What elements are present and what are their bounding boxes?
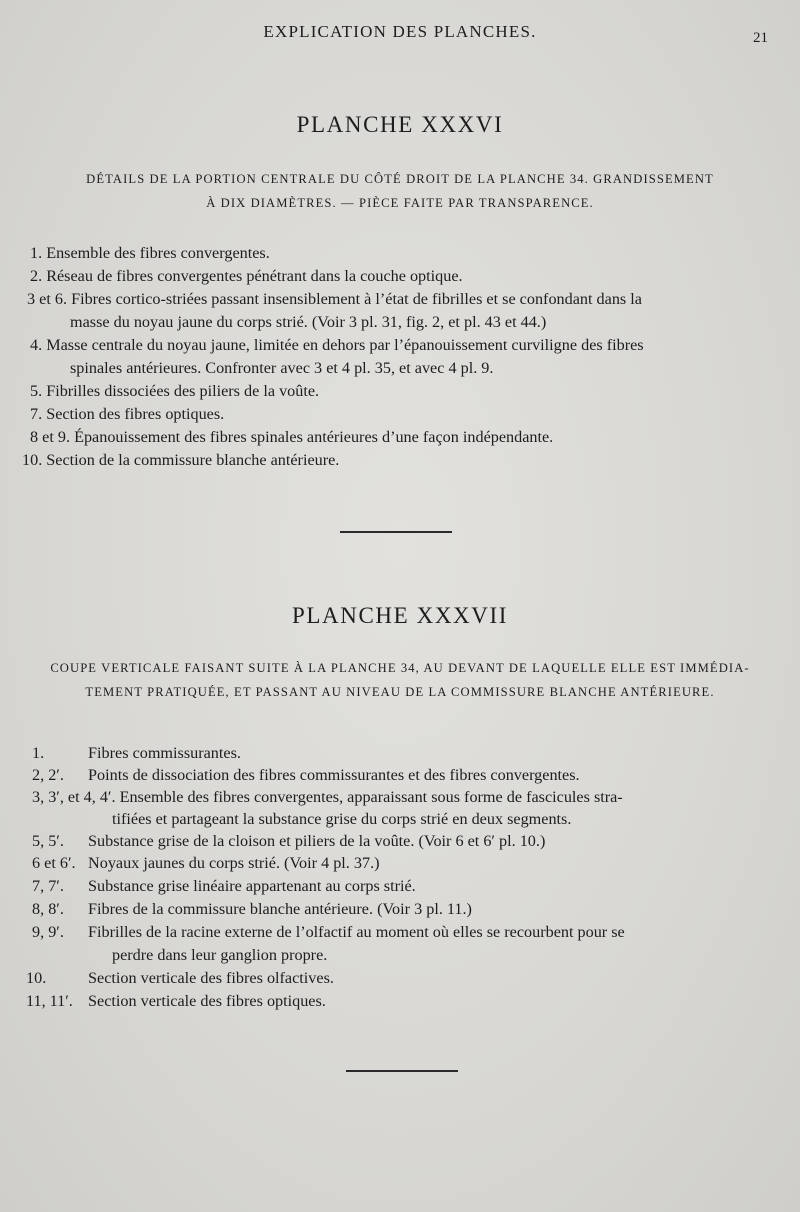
entry-text: Fibres cortico-striées passant insensiblement à l’état de fibrilles et se confondant dans la [71, 290, 642, 308]
entry-number: 2. [30, 267, 43, 285]
page-number: 21 [753, 30, 768, 46]
legend-entry [22, 449, 339, 472]
entry-text: Section verticale des fibres optiques. [88, 992, 326, 1010]
entry-number: 10. [22, 451, 43, 469]
plate-xxxvi-subtitle-line1: DÉTAILS DE LA PORTION CENTRALE DU CÔTÉ DROIT DE LA PLANCHE 34. GRANDISSEMENT [86, 172, 714, 186]
entry-number: 11, 11′. [26, 992, 73, 1010]
entry-text: Fibres commissurantes. [88, 744, 241, 762]
legend-entry [26, 967, 334, 990]
plate-xxxvii-title: PLANCHE XXXVII [292, 603, 508, 628]
entry-text: Fibrilles de la racine externe de l’olfactif au moment où elles se recourbent pour se [88, 923, 625, 941]
entry-text: Substance grise linéaire appartenant au corps strié. [88, 877, 416, 895]
legend-entry [30, 403, 224, 426]
plate-xxxvi-title: PLANCHE XXXVI [296, 112, 504, 137]
legend-entry [30, 242, 270, 265]
legend-entry [32, 898, 472, 921]
entry-number: 1. [30, 244, 43, 262]
plate-xxxvii-subtitle-line2: TEMENT PRATIQUÉE, ET PASSANT AU NIVEAU DE LA COMMISSURE BLANCHE ANTÉRIEURE. [85, 685, 715, 699]
section-divider [340, 531, 452, 533]
entry-text: Réseau de fibres convergentes pénétrant dans la couche optique. [46, 267, 463, 285]
section-divider [346, 1070, 458, 1072]
entry-text: Points de dissociation des fibres commissurantes et des fibres convergentes. [88, 766, 580, 784]
plate-xxxvii-subtitle [18, 656, 782, 704]
entry-number: 3, 3′, et 4, 4′. [32, 788, 116, 806]
entry-number: 5. [30, 382, 43, 400]
entry-number: 2, 2′. [32, 766, 64, 784]
plate-xxxvi-subtitle-line2: À DIX DIAMÈTRES. — PIÈCE FAITE PAR TRANSPARENCE. [206, 196, 594, 210]
entry-text: Ensemble des fibres convergentes, apparaissant sous forme de fascicules stra- [119, 788, 623, 806]
plate-xxxvii-subtitle-line1: COUPE VERTICALE FAISANT SUITE À LA PLANCHE 34, AU DEVANT DE LAQUELLE ELLE EST IMMÉDIA- [50, 661, 750, 675]
entry-continuation: spinales antérieures. Confronter avec 3 et 4 pl. 35, et avec 4 pl. 9. [70, 359, 494, 377]
entry-continuation: perdre dans leur ganglion propre. [112, 946, 328, 964]
legend-entry [30, 265, 463, 288]
entry-number: 1. [32, 744, 45, 762]
legend-entry [30, 380, 319, 403]
legend-entry [32, 830, 545, 853]
entry-text: Substance grise de la cloison et piliers de la voûte. (Voir 6 et 6′ pl. 10.) [88, 832, 546, 850]
entry-text: Épanouissement des fibres spinales antérieures d’une façon indépendante. [74, 428, 554, 446]
entry-number: 3 et 6. [27, 290, 68, 308]
legend-entry [32, 742, 241, 765]
entry-continuation: tifiées et partageant la substance grise du corps strié en deux segments. [112, 810, 572, 828]
entry-text: Fibres de la commissure blanche antérieure. (Voir 3 pl. 11.) [88, 900, 472, 918]
legend-entry [26, 990, 326, 1013]
entry-text: Ensemble des fibres convergentes. [46, 244, 270, 262]
entry-text: Section de la commissure blanche antérieure. [46, 451, 340, 469]
entry-number: 6 et 6′. [32, 854, 76, 872]
entry-number: 7, 7′. [32, 877, 64, 895]
entry-continuation: masse du noyau jaune du corps strié. (Voir 3 pl. 31, fig. 2, et pl. 43 et 44.) [70, 313, 547, 331]
entry-number: 8, 8′. [32, 900, 64, 918]
entry-number: 5, 5′. [32, 832, 64, 850]
legend-entry [27, 288, 642, 311]
legend-entry [30, 334, 644, 357]
running-head: EXPLICATION DES PLANCHES. [263, 22, 537, 41]
legend-entry [30, 426, 553, 449]
entry-number: 10. [26, 969, 47, 987]
legend-entry [32, 852, 380, 875]
entry-number: 7. [30, 405, 43, 423]
entry-number: 4. [30, 336, 43, 354]
entry-text: Masse centrale du noyau jaune, limitée en dehors par l’épanouissement curviligne des fibres [46, 336, 644, 354]
legend-entry [32, 764, 580, 787]
entry-text: Section verticale des fibres olfactives. [88, 969, 334, 987]
entry-text: Noyaux jaunes du corps strié. (Voir 4 pl. 37.) [88, 854, 380, 872]
plate-xxxvi-subtitle [40, 167, 760, 215]
legend-entry [32, 875, 416, 898]
legend-entry [32, 786, 623, 809]
entry-number: 9, 9′. [32, 923, 64, 941]
entry-text: Fibrilles dissociées des piliers de la voûte. [46, 382, 320, 400]
entry-text: Section des fibres optiques. [46, 405, 225, 423]
legend-entry [32, 921, 625, 944]
entry-number: 8 et 9. [30, 428, 71, 446]
